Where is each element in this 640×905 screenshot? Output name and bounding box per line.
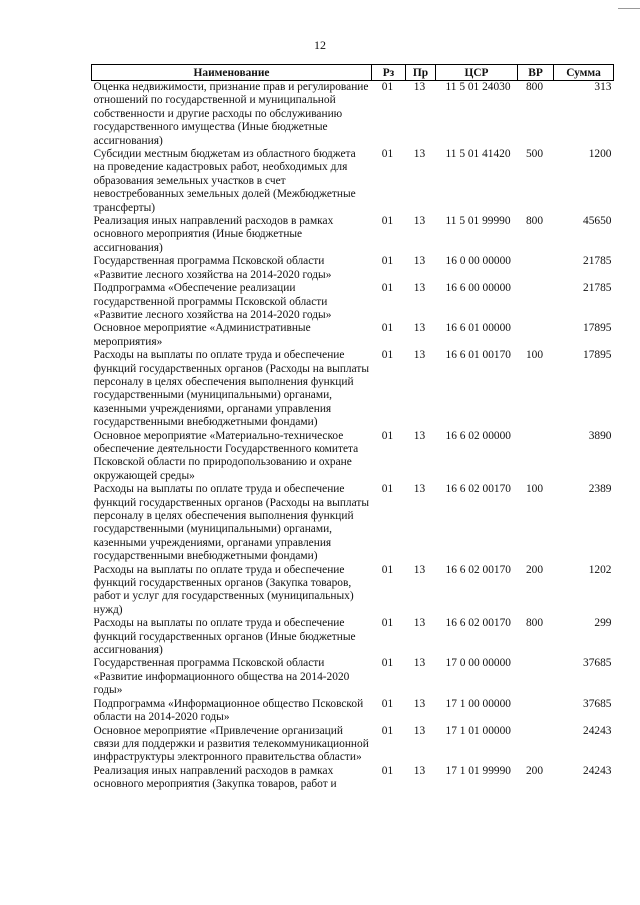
cell-name: Реализация иных направлений расходов в рамках основного мероприятия (Закупка товаров, работ и	[93, 764, 337, 791]
cell-name: Государственная программа Псковской области «Развитие лесного хозяйства на 2014-2020 годы»	[93, 255, 332, 281]
cell-csr: 16 6 00 00000	[445, 282, 511, 295]
cell-sum: 45650	[583, 215, 612, 228]
cell-rz: 01	[381, 617, 394, 630]
cell-pr: 13	[413, 429, 426, 442]
cell-name: Основное мероприятие «Привлечение организаций связи для поддержки и развития телекоммуникационной инфраструктуры электронного правительства области»	[93, 724, 369, 764]
cell-vr: 800	[525, 215, 544, 228]
table-row	[92, 483, 614, 563]
cell-csr: 16 6 01 00170	[445, 349, 511, 362]
cell-vr	[518, 255, 554, 282]
cell-vr	[518, 322, 554, 349]
cell-name: Расходы на выплаты по оплате труда и обеспечение функций государственных органов (Расходы на выплаты персоналу в целях обеспечения выполнения функций государственными (муниципальными) органами, казенными учреждениями, органами управления государственными внебюджетными фондами)	[93, 483, 369, 563]
cell-rz: 01	[381, 563, 394, 576]
cell-csr: 17 1 00 00000	[445, 697, 511, 710]
cell-csr: 16 6 02 00170	[445, 483, 511, 496]
cell-sum: 37685	[583, 657, 612, 670]
cell-vr: 100	[525, 483, 544, 496]
cell-pr: 13	[413, 282, 426, 295]
cell-sum: 1202	[588, 563, 612, 576]
table-row	[92, 282, 614, 322]
cell-vr	[518, 698, 554, 725]
cell-name: Оценка недвижимости, признание прав и регулирование отношений по государственной и муниципальной собственности и другие расходы по обслуживанию государственного имущества (Иные бюджетные ассигнования)	[93, 81, 369, 147]
table-row	[92, 81, 614, 149]
cell-name: Государственная программа Псковской области «Развитие информационного общества на 2014-2020 годы»	[93, 657, 350, 697]
cell-name: Расходы на выплаты по оплате труда и обеспечение функций государственных органов (Иные бюджетные ассигнования)	[93, 617, 356, 657]
cell-rz: 01	[381, 349, 394, 362]
cell-csr: 16 0 00 00000	[445, 255, 511, 268]
cell-vr: 800	[525, 617, 544, 630]
cell-sum: 24243	[583, 724, 612, 737]
cell-rz: 01	[381, 215, 394, 228]
cell-vr: 200	[525, 563, 544, 576]
cell-name: Основное мероприятие «Материально-техническое обеспечение деятельности Государственного комитета Псковской области по природопользованию и охране окружающей среды»	[93, 429, 359, 482]
table-row	[92, 430, 614, 484]
table-row	[92, 725, 614, 765]
cell-name: Расходы на выплаты по оплате труда и обеспечение функций государственных органов (Закупка товаров, работ и услуг для государственных (муниципальных) нужд)	[93, 563, 354, 616]
cell-sum: 37685	[583, 697, 612, 710]
table-row	[92, 698, 614, 725]
cell-name: Субсидии местным бюджетам из областного бюджета на проведение кадастровых работ, необходимых для образования земельных участков в счет невостребованных земельных долей (Межбюджетные трансферты)	[93, 148, 356, 214]
cell-rz: 01	[381, 282, 394, 295]
header-sum: Сумма	[554, 65, 614, 81]
cell-rz: 01	[381, 724, 394, 737]
cell-csr: 17 1 01 00000	[445, 724, 511, 737]
table-body	[92, 81, 614, 792]
cell-pr: 13	[413, 215, 426, 228]
cell-name: Подпрограмма «Обеспечение реализации государственной программы Псковской области «Развитие лесного хозяйства на 2014-2020 годы»	[93, 282, 332, 321]
cell-rz: 01	[381, 483, 394, 496]
page-number: 12	[314, 38, 326, 52]
cell-pr: 13	[413, 483, 426, 496]
cell-pr: 13	[413, 255, 426, 268]
table-row	[92, 148, 614, 215]
cell-csr: 17 0 00 00000	[445, 657, 511, 670]
cell-pr: 13	[413, 81, 426, 93]
header-rz: Рз	[372, 65, 406, 81]
header-vr: ВР	[518, 65, 554, 81]
cell-sum: 299	[594, 617, 612, 630]
header-csr: ЦСР	[436, 65, 518, 81]
cell-sum: 24243	[583, 764, 612, 777]
cell-sum: 21785	[583, 282, 612, 295]
cell-csr: 16 6 01 00000	[445, 322, 511, 335]
cell-pr: 13	[413, 349, 426, 362]
cell-sum: 313	[594, 81, 612, 93]
cell-pr: 13	[413, 617, 426, 630]
cell-vr	[518, 282, 554, 322]
cell-csr: 17 1 01 99990	[445, 764, 511, 777]
header-pr: Пр	[406, 65, 436, 81]
cell-sum: 17895	[583, 349, 612, 362]
table-row	[92, 564, 614, 618]
cell-rz: 01	[381, 81, 394, 93]
table-row	[92, 349, 614, 429]
table-row	[92, 322, 614, 349]
cell-rz: 01	[381, 657, 394, 670]
table-row	[92, 765, 614, 792]
cell-pr: 13	[413, 697, 426, 710]
cell-vr: 200	[525, 764, 544, 777]
page-edge-mark	[618, 0, 640, 9]
cell-vr	[518, 725, 554, 765]
header-name: Наименование	[92, 65, 372, 81]
cell-rz: 01	[381, 322, 394, 335]
cell-pr: 13	[413, 764, 426, 777]
cell-pr: 13	[413, 563, 426, 576]
cell-rz: 01	[381, 697, 394, 710]
cell-name: Расходы на выплаты по оплате труда и обеспечение функций государственных органов (Расходы на выплаты персоналу в целях обеспечения выполнения функций государственными (муниципальными) органами, казенными учреждениями, органами управления государственными внебюджетными фондами)	[93, 349, 369, 429]
cell-csr: 16 6 02 00170	[445, 617, 511, 630]
cell-csr: 11 5 01 41420	[445, 148, 511, 161]
cell-vr	[518, 430, 554, 484]
cell-vr: 100	[525, 349, 544, 362]
cell-csr: 16 6 02 00170	[445, 563, 511, 576]
table-row	[92, 215, 614, 255]
table-row	[92, 657, 614, 697]
cell-vr: 800	[525, 81, 544, 93]
table-row	[92, 617, 614, 657]
cell-name: Подпрограмма «Информационное общество Псковской области на 2014-2020 годы»	[93, 697, 364, 724]
cell-rz: 01	[381, 429, 394, 442]
table-header	[92, 65, 614, 81]
cell-vr: 500	[525, 148, 544, 161]
cell-rz: 01	[381, 255, 394, 268]
table-row	[92, 255, 614, 282]
cell-pr: 13	[413, 148, 426, 161]
cell-sum: 3890	[588, 429, 612, 442]
cell-pr: 13	[413, 724, 426, 737]
budget-table	[91, 64, 614, 792]
cell-name: Реализация иных направлений расходов в рамках основного мероприятия (Иные бюджетные ассигнования)	[93, 215, 334, 254]
cell-pr: 13	[413, 657, 426, 670]
cell-csr: 16 6 02 00000	[445, 429, 511, 442]
cell-rz: 01	[381, 148, 394, 161]
cell-sum: 1200	[588, 148, 612, 161]
cell-csr: 11 5 01 24030	[445, 81, 511, 93]
cell-sum: 21785	[583, 255, 612, 268]
cell-sum: 2389	[588, 483, 612, 496]
cell-vr	[518, 657, 554, 697]
cell-rz: 01	[381, 764, 394, 777]
cell-sum: 17895	[583, 322, 612, 335]
cell-csr: 11 5 01 99990	[445, 215, 511, 228]
cell-pr: 13	[413, 322, 426, 335]
cell-name: Основное мероприятие «Административные мероприятия»	[93, 322, 311, 348]
